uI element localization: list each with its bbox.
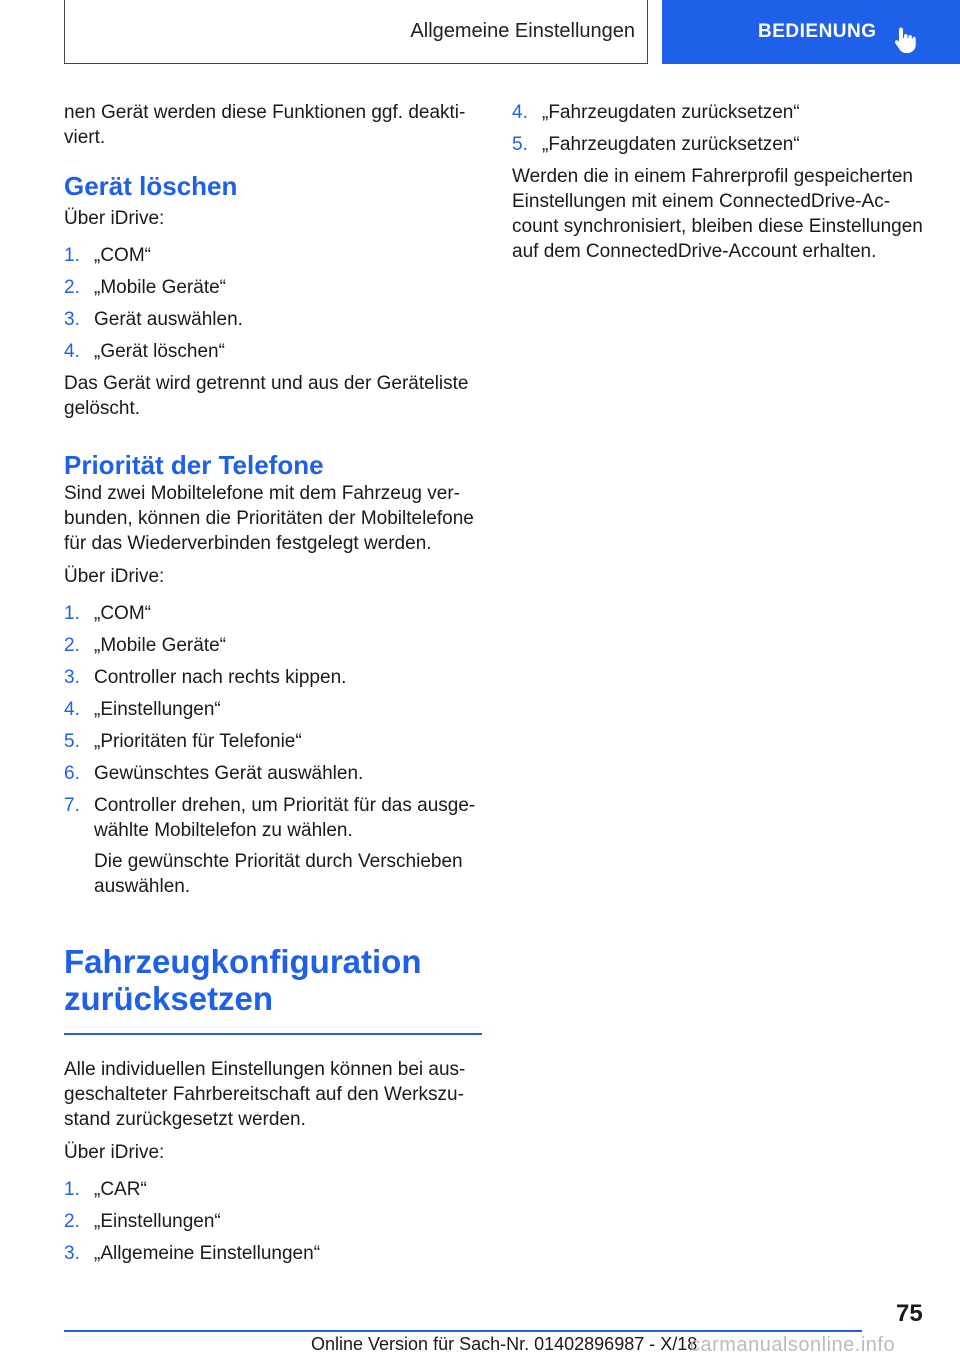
step-number: 3. [64, 309, 80, 330]
list-item [64, 793, 482, 899]
list-item [512, 132, 932, 157]
step-number: 1. [64, 245, 80, 266]
heading-delete-device: Gerät löschen [64, 171, 238, 201]
step-subtext: Die gewünschte Priorität durch Verschieben auswählen. [94, 851, 463, 897]
steps-delete-device [64, 243, 482, 364]
step-number: 3. [64, 667, 80, 688]
step-number: 1. [64, 603, 80, 624]
list-item [512, 100, 932, 125]
hand-pointer-icon [894, 26, 918, 54]
page-number: 75 [896, 1300, 923, 1327]
steps-phone-priority [64, 601, 482, 899]
paragraph-sync: Werden die in einem Fahrerprofil gespeicherten Einstellungen mit einem ConnectedDrive-Ac-count synchronisiert, bleiben diese Einstellungen auf dem ConnectedDrive-Account erhalten. [512, 166, 923, 262]
step-text: „COM“ [94, 603, 151, 624]
list-item [64, 697, 482, 722]
header-chapter-label: BEDIENUNG [758, 21, 877, 42]
heading-underline [64, 1033, 482, 1035]
watermark: carmanualsonline.info [690, 1334, 896, 1356]
step-text: „CAR“ [94, 1178, 147, 1200]
paragraph-priority: Sind zwei Mobiltelefone mit dem Fahrzeug ver-bunden, können die Prioritäten der Mobiltelefone für das Wiederverbinden festgelegt werden. [64, 483, 474, 554]
step-number: 5. [512, 134, 528, 155]
paragraph-delete-result: Das Gerät wird getrennt und aus der Geräteliste gelöscht. [64, 373, 469, 419]
heading-phone-priority: Priorität der Telefone [64, 450, 324, 480]
paragraph-continued: nen Gerät werden diese Funktionen ggf. deakti-viert. [64, 102, 466, 148]
list-item [64, 275, 482, 300]
step-text: „Gerät löschen“ [94, 341, 225, 362]
step-text: Controller drehen, um Priorität für das ausge-wählte Mobiltelefon zu wählen. [94, 795, 476, 841]
step-number: 4. [512, 102, 528, 123]
header-section-title [64, 0, 648, 64]
list-item [64, 633, 482, 658]
list-item [64, 729, 482, 754]
step-number: 6. [64, 763, 80, 784]
step-text: „Einstellungen“ [94, 1210, 221, 1232]
steps-reset-continued [512, 100, 932, 157]
step-number: 7. [64, 795, 80, 816]
step-text: „Fahrzeugdaten zurücksetzen“ [542, 102, 800, 123]
steps-reset [64, 1177, 482, 1266]
list-item [64, 761, 482, 786]
step-text: „Einstellungen“ [94, 699, 221, 720]
right-column [512, 100, 932, 272]
heading-reset-configuration: Fahrzeugkonfiguration zurücksetzen [64, 943, 422, 1017]
step-number: 1. [64, 1178, 80, 1200]
step-number: 2. [64, 277, 80, 298]
list-item [64, 601, 482, 626]
via-idrive-2: Über iDrive: [64, 566, 165, 587]
step-number: 2. [64, 1210, 80, 1232]
via-idrive-1: Über iDrive: [64, 208, 165, 229]
step-number: 4. [64, 341, 80, 362]
paragraph-reset: Alle individuellen Einstellungen können bei aus-geschalteter Fahrbereitschaft auf den Werkszu-stand zurückgesetzt werden. [64, 1058, 466, 1130]
step-text: „Allgemeine Einstellungen“ [94, 1242, 321, 1264]
list-item [64, 339, 482, 364]
list-item [64, 243, 482, 268]
step-number: 5. [64, 731, 80, 752]
step-text: „Mobile Geräte“ [94, 635, 226, 656]
footer-online-version: Online Version für Sach-Nr. 01402896987 - X/18 [311, 1334, 698, 1354]
step-text: Controller nach rechts kippen. [94, 667, 347, 688]
step-number: 4. [64, 699, 80, 720]
step-text: „COM“ [94, 245, 151, 266]
left-column [64, 100, 482, 1273]
step-text: „Mobile Geräte“ [94, 277, 226, 298]
list-item [64, 1241, 482, 1266]
list-item [64, 1177, 482, 1202]
step-text: „Prioritäten für Telefonie“ [94, 731, 302, 752]
list-item [64, 665, 482, 690]
step-number: 3. [64, 1242, 80, 1264]
step-text: Gerät auswählen. [94, 309, 243, 330]
step-number: 2. [64, 635, 80, 656]
via-idrive-3: Über iDrive: [64, 1141, 165, 1163]
step-text: Gewünschtes Gerät auswählen. [94, 763, 364, 784]
step-text: „Fahrzeugdaten zurücksetzen“ [542, 134, 800, 155]
header-section-label: Allgemeine Einstellungen [410, 20, 635, 42]
footer-divider [64, 1330, 862, 1332]
list-item [64, 307, 482, 332]
list-item [64, 1209, 482, 1234]
